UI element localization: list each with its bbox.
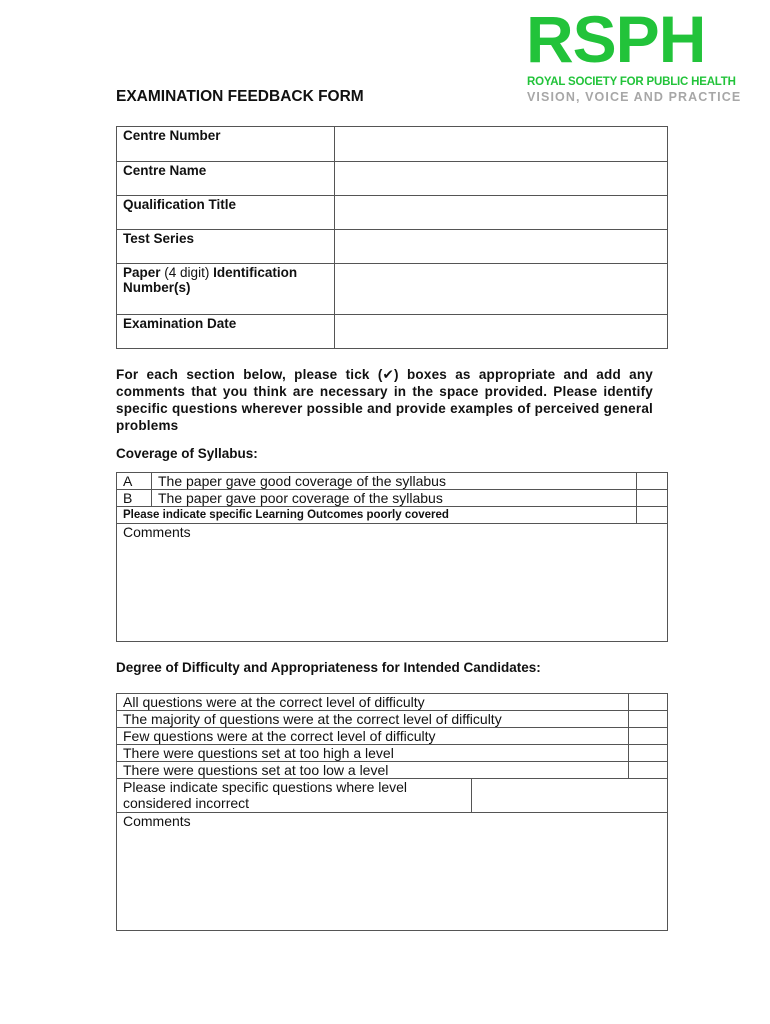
paper-id-field[interactable]: [335, 264, 668, 315]
difficulty-tick-box-2[interactable]: [629, 711, 668, 728]
difficulty-row-2: The majority of questions were at the correct level of difficulty: [117, 711, 629, 728]
paper-label-b: (4 digit): [164, 265, 210, 280]
qualification-title-field[interactable]: [335, 196, 668, 230]
coverage-tick-box-b[interactable]: [637, 490, 668, 507]
coverage-letter-a: A: [117, 473, 152, 490]
test-series-field[interactable]: [335, 230, 668, 264]
specific-questions-field[interactable]: [472, 779, 668, 813]
difficulty-tick-box-1[interactable]: [629, 694, 668, 711]
examination-date-label: Examination Date: [117, 315, 335, 349]
logo-tagline: VISION, VOICE AND PRACTICE: [527, 90, 742, 104]
difficulty-heading: Degree of Difficulty and Appropriateness for Intended Candidates:: [116, 660, 541, 675]
paper-label-c: Identification Number(s): [123, 265, 298, 295]
centre-number-label: Centre Number: [117, 127, 335, 162]
centre-name-label: Centre Name: [117, 162, 335, 196]
qualification-title-label: Qualification Title: [117, 196, 335, 230]
coverage-tick-box-a[interactable]: [637, 473, 668, 490]
difficulty-row-4: There were questions set at too high a level: [117, 745, 629, 762]
details-table: [116, 126, 668, 349]
difficulty-comments-box[interactable]: Comments: [117, 813, 668, 931]
difficulty-row-3: Few questions were at the correct level of difficulty: [117, 728, 629, 745]
form-title: EXAMINATION FEEDBACK FORM: [116, 88, 364, 105]
logo-organisation: ROYAL SOCIETY FOR PUBLIC HEALTH: [527, 76, 736, 88]
coverage-table: [116, 472, 668, 642]
centre-number-field[interactable]: [335, 127, 668, 162]
paper-label-a: Paper: [123, 265, 161, 280]
instructions-text: For each section below, please tick (✔) boxes as appropriate and add any comments that you think are necessary in the space provided. Please identify specific questions wherever possible and provide examples of perceived general problems: [116, 367, 653, 433]
difficulty-row-5: There were questions set at too low a level: [117, 762, 629, 779]
coverage-comments-box[interactable]: Comments: [117, 524, 668, 642]
examination-date-field[interactable]: [335, 315, 668, 349]
coverage-heading: Coverage of Syllabus:: [116, 446, 258, 461]
paper-id-label: [117, 264, 335, 315]
difficulty-tick-box-3[interactable]: [629, 728, 668, 745]
rsph-logo: RSPH: [526, 2, 706, 76]
coverage-text-b: The paper gave poor coverage of the syllabus: [152, 490, 637, 507]
test-series-label: Test Series: [117, 230, 335, 264]
learning-outcomes-label: Please indicate specific Learning Outcomes poorly covered: [117, 507, 637, 524]
coverage-text-a: The paper gave good coverage of the syllabus: [152, 473, 637, 490]
specific-questions-label: Please indicate specific questions where level considered incorrect: [117, 779, 472, 813]
learning-outcomes-field[interactable]: [637, 507, 668, 524]
centre-name-field[interactable]: [335, 162, 668, 196]
coverage-letter-b: B: [117, 490, 152, 507]
difficulty-row-1: All questions were at the correct level of difficulty: [117, 694, 629, 711]
difficulty-tick-box-5[interactable]: [629, 762, 668, 779]
difficulty-table: [116, 693, 668, 931]
difficulty-tick-box-4[interactable]: [629, 745, 668, 762]
